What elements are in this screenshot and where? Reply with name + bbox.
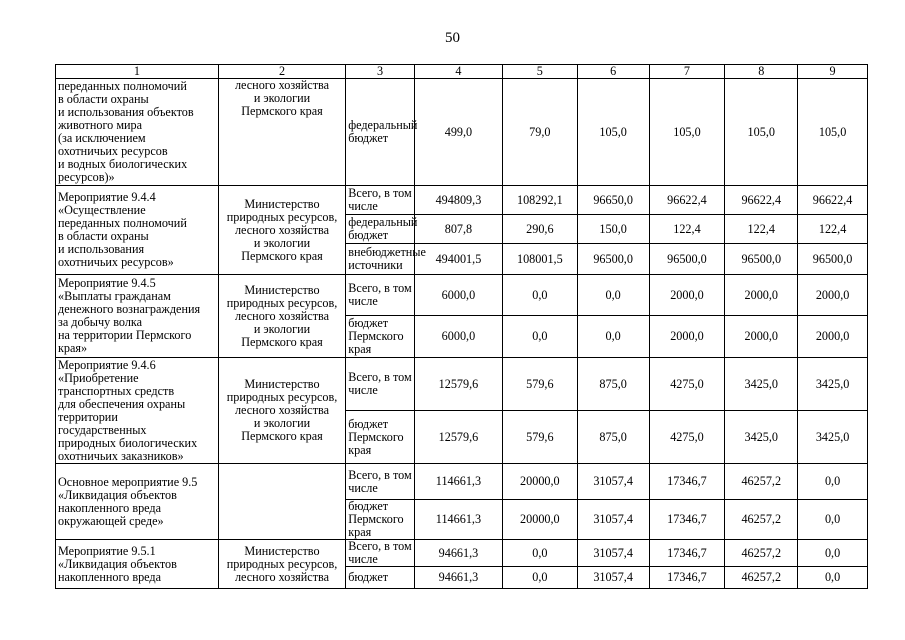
amount-cell: 499,0 <box>414 79 502 186</box>
column-header: 4 <box>414 65 502 79</box>
funding-source-cell: внебюджетные источники <box>346 244 415 275</box>
page-number: 50 <box>445 30 460 46</box>
amount-cell: 31057,4 <box>577 500 649 540</box>
amount-cell: 0,0 <box>502 540 577 567</box>
amount-cell: 122,4 <box>649 215 725 244</box>
activity-name-cell: Мероприятие 9.4.4 «Осуществление переданных полномочий в области охраны и использования охотничьих ресурсов» <box>56 186 219 275</box>
executor-cell: Министерство природных ресурсов, лесного хозяйства и экологии Пермского края <box>218 275 345 358</box>
amount-cell: 2000,0 <box>798 275 868 316</box>
column-header: 9 <box>798 65 868 79</box>
funding-source-cell: Всего, в том числе <box>346 464 415 500</box>
amount-cell: 0,0 <box>798 500 868 540</box>
column-header: 6 <box>577 65 649 79</box>
amount-cell: 0,0 <box>798 567 868 589</box>
funding-source-cell: федеральный бюджет <box>346 79 415 186</box>
amount-cell: 20000,0 <box>502 464 577 500</box>
column-header: 7 <box>649 65 725 79</box>
amount-cell: 31057,4 <box>577 540 649 567</box>
funding-source-cell: бюджет Пермского края <box>346 500 415 540</box>
amount-cell: 17346,7 <box>649 500 725 540</box>
amount-cell: 114661,3 <box>414 500 502 540</box>
amount-cell: 96500,0 <box>649 244 725 275</box>
amount-cell: 94661,3 <box>414 567 502 589</box>
column-header: 1 <box>56 65 219 79</box>
amount-cell: 579,6 <box>502 411 577 464</box>
funding-source-cell: федеральный бюджет <box>346 215 415 244</box>
amount-cell: 105,0 <box>649 79 725 186</box>
amount-cell: 105,0 <box>798 79 868 186</box>
amount-cell: 122,4 <box>798 215 868 244</box>
amount-cell: 150,0 <box>577 215 649 244</box>
amount-cell: 96650,0 <box>577 186 649 215</box>
budget-table <box>55 64 868 589</box>
amount-cell: 96622,4 <box>798 186 868 215</box>
table-body <box>56 65 868 589</box>
column-header: 8 <box>725 65 798 79</box>
funding-source-cell: бюджет <box>346 567 415 589</box>
amount-cell: 105,0 <box>577 79 649 186</box>
amount-cell: 17346,7 <box>649 540 725 567</box>
amount-cell: 0,0 <box>798 464 868 500</box>
funding-source-cell: бюджет Пермского края <box>346 316 415 358</box>
table-row <box>56 540 868 567</box>
table-row <box>56 464 868 500</box>
funding-source-cell: Всего, в том числе <box>346 540 415 567</box>
amount-cell: 3425,0 <box>725 358 798 411</box>
table-row <box>56 275 868 316</box>
amount-cell: 20000,0 <box>502 500 577 540</box>
column-header: 5 <box>502 65 577 79</box>
amount-cell: 31057,4 <box>577 464 649 500</box>
amount-cell: 105,0 <box>725 79 798 186</box>
amount-cell: 96622,4 <box>649 186 725 215</box>
table-row <box>56 79 868 186</box>
amount-cell: 2000,0 <box>725 275 798 316</box>
amount-cell: 0,0 <box>577 316 649 358</box>
funding-source-cell: Всего, в том числе <box>346 275 415 316</box>
amount-cell: 2000,0 <box>798 316 868 358</box>
amount-cell: 46257,2 <box>725 464 798 500</box>
amount-cell: 96500,0 <box>798 244 868 275</box>
activity-name-cell: переданных полномочий в области охраны и использования объектов животного мира (за исключением охотничьих ресурсов и водных биологических ресурсов)» <box>56 79 219 186</box>
amount-cell: 579,6 <box>502 358 577 411</box>
amount-cell: 12579,6 <box>414 411 502 464</box>
amount-cell: 12579,6 <box>414 358 502 411</box>
amount-cell: 4275,0 <box>649 411 725 464</box>
column-header: 2 <box>218 65 345 79</box>
amount-cell: 79,0 <box>502 79 577 186</box>
amount-cell: 2000,0 <box>649 275 725 316</box>
amount-cell: 6000,0 <box>414 275 502 316</box>
amount-cell: 96500,0 <box>725 244 798 275</box>
amount-cell: 17346,7 <box>649 567 725 589</box>
amount-cell: 2000,0 <box>649 316 725 358</box>
amount-cell: 108001,5 <box>502 244 577 275</box>
amount-cell: 807,8 <box>414 215 502 244</box>
funding-source-cell: Всего, в том числе <box>346 358 415 411</box>
executor-cell: лесного хозяйства и экологии Пермского края <box>218 79 345 186</box>
executor-cell: Министерство природных ресурсов, лесного хозяйства <box>218 540 345 589</box>
table-row <box>56 186 868 215</box>
amount-cell: 96622,4 <box>725 186 798 215</box>
activity-name-cell: Мероприятие 9.5.1 «Ликвидация объектов накопленного вреда <box>56 540 219 589</box>
funding-source-cell: бюджет Пермского края <box>346 411 415 464</box>
amount-cell: 4275,0 <box>649 358 725 411</box>
amount-cell: 0,0 <box>502 316 577 358</box>
amount-cell: 875,0 <box>577 358 649 411</box>
amount-cell: 122,4 <box>725 215 798 244</box>
column-header-row <box>56 65 868 79</box>
amount-cell: 0,0 <box>502 275 577 316</box>
column-header: 3 <box>346 65 415 79</box>
funding-source-cell: Всего, в том числе <box>346 186 415 215</box>
amount-cell: 2000,0 <box>725 316 798 358</box>
amount-cell: 0,0 <box>502 567 577 589</box>
amount-cell: 31057,4 <box>577 567 649 589</box>
amount-cell: 46257,2 <box>725 567 798 589</box>
amount-cell: 3425,0 <box>798 411 868 464</box>
amount-cell: 3425,0 <box>798 358 868 411</box>
amount-cell: 3425,0 <box>725 411 798 464</box>
amount-cell: 0,0 <box>577 275 649 316</box>
table-row <box>56 358 868 411</box>
executor-cell <box>218 464 345 540</box>
amount-cell: 114661,3 <box>414 464 502 500</box>
amount-cell: 17346,7 <box>649 464 725 500</box>
amount-cell: 494809,3 <box>414 186 502 215</box>
activity-name-cell: Мероприятие 9.4.5 «Выплаты гражданам денежного вознаграждения за добычу волка на территории Пермского края» <box>56 275 219 358</box>
amount-cell: 290,6 <box>502 215 577 244</box>
activity-name-cell: Мероприятие 9.4.6 «Приобретение транспортных средств для обеспечения охраны территории государственных природных биологических охотничьих заказников» <box>56 358 219 464</box>
amount-cell: 6000,0 <box>414 316 502 358</box>
executor-cell: Министерство природных ресурсов, лесного хозяйства и экологии Пермского края <box>218 358 345 464</box>
amount-cell: 46257,2 <box>725 540 798 567</box>
amount-cell: 46257,2 <box>725 500 798 540</box>
amount-cell: 494001,5 <box>414 244 502 275</box>
amount-cell: 875,0 <box>577 411 649 464</box>
amount-cell: 108292,1 <box>502 186 577 215</box>
amount-cell: 96500,0 <box>577 244 649 275</box>
amount-cell: 94661,3 <box>414 540 502 567</box>
executor-cell: Министерство природных ресурсов, лесного хозяйства и экологии Пермского края <box>218 186 345 275</box>
amount-cell: 0,0 <box>798 540 868 567</box>
activity-name-cell: Основное мероприятие 9.5 «Ликвидация объектов накопленного вреда окружающей среде» <box>56 464 219 540</box>
